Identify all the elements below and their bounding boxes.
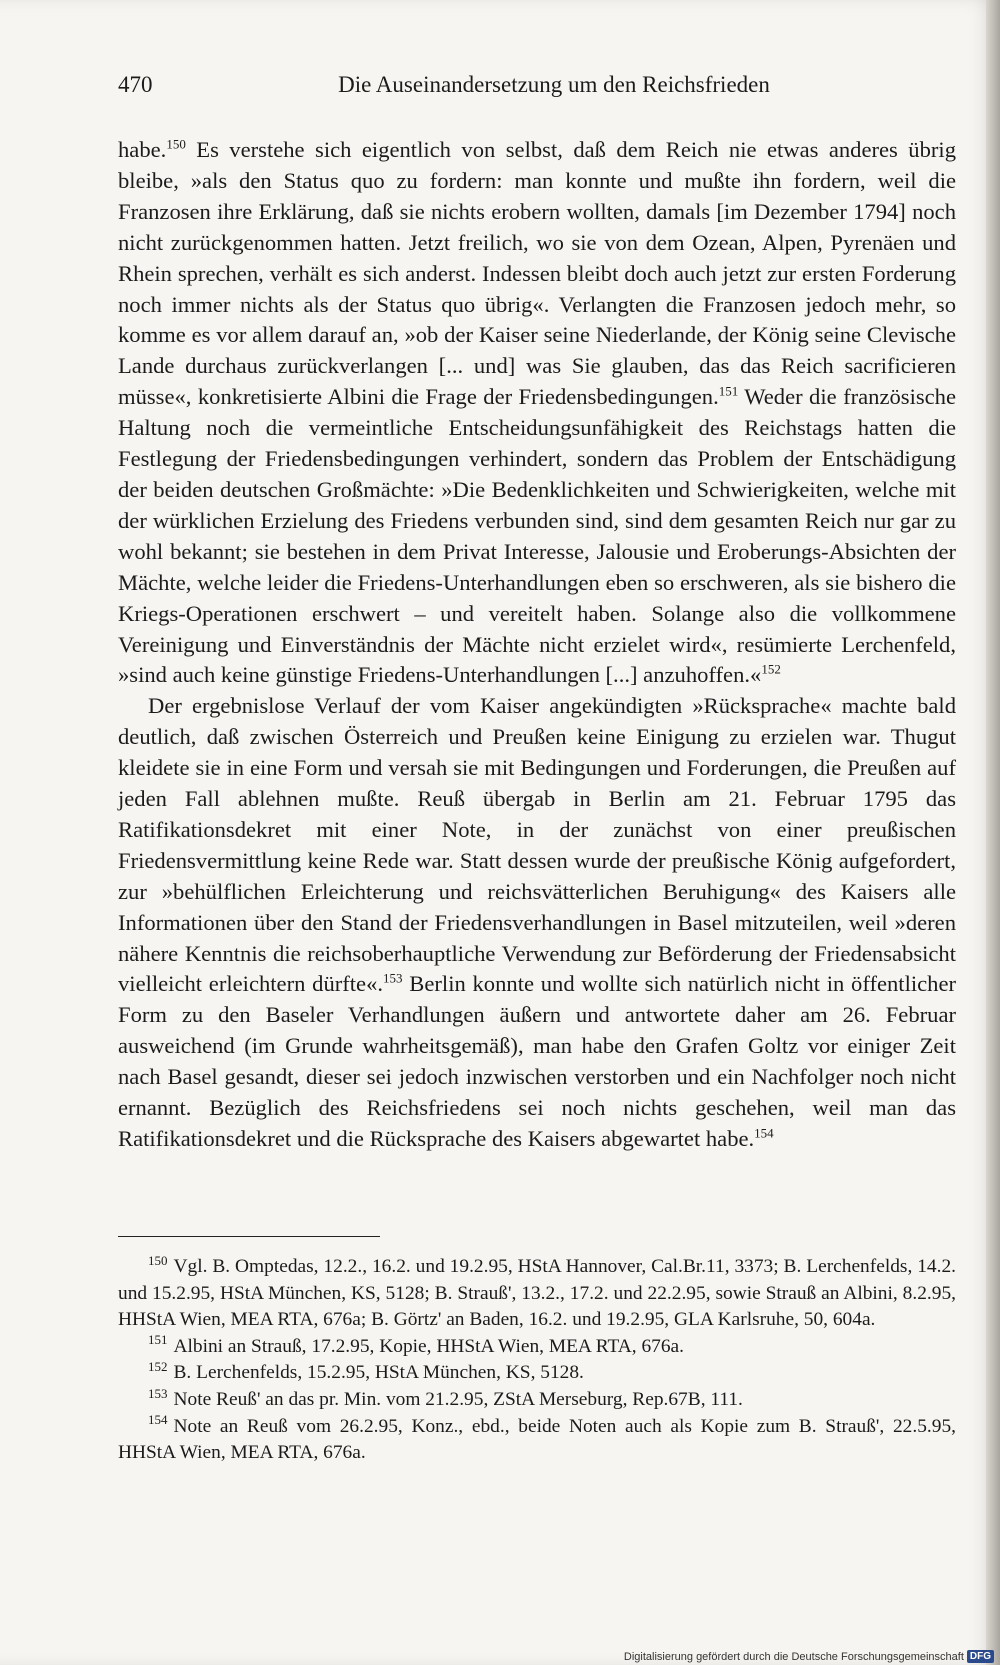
running-head: Die Auseinandersetzung um den Reichsfrieden (338, 72, 770, 97)
footnote-text: B. Lerchenfelds, 15.2.95, HStA München, KS, 5128. (173, 1362, 584, 1384)
footnote (118, 1387, 956, 1414)
footnote-number: 153 (148, 1385, 168, 1401)
footnote-ref-150: 150 (166, 136, 186, 152)
footnote-text: Albini an Strauß, 17.2.95, Kopie, HHStA Wien, MEA RTA, 676a. (173, 1335, 685, 1357)
text-run: Weder die französische Haltung noch die vermeintliche Entscheidungsunfähigkeit des Reichstags hatten die Festlegung der Friedensbedingungen verhindert, sondern das Problem der Entschädigung der beiden deutschen Großmächte: »Die Bedenklichkeiten und Schwierigkeiten, welche mit der würklichen Erzielung des Friedens verbunden sind, sind dem gesamten Reich nur gar zu wohl bekannt; sie bestehen in dem Privat Interesse, Jalousie und Eroberungs-Absichten der Mächte, welche leider die Friedens-Unterhandlungen eben so erschweren, als sie bishero die Kriegs-Operationen erschwert – und vereitelt haben. Solange also die vollkommene Vereinigung und Einverständnis der Mächte nicht erzielet wird«, resümierte Lerchenfeld, »sind auch keine günstige Friedens-Unterhandlungen [...] anzuhoffen.« (118, 384, 956, 688)
main-text (118, 135, 956, 1155)
page-edge-shadow (986, 0, 1000, 1665)
footnote-text: Note an Reuß vom 26.2.95, Konz., ebd., beide Noten auch als Kopie zum B. Strauß', 22.5.95, HHStA Wien, MEA RTA, 676a. (118, 1415, 956, 1464)
footnote-number: 151 (148, 1332, 168, 1348)
footnote-ref-152: 152 (761, 661, 781, 677)
footnote-text: Vgl. B. Omptedas, 12.2., 16.2. und 19.2.95, HStA Hannover, Cal.Br.11, 3373; B. Lerchenfelds, 14.2. und 15.2.95, HStA München, KS, 5128; B. Strauß', 13.2., 17.2. und 22.2.95, sowie Strauß an Albini, 8.2.95, HHStA Wien, MEA RTA, 676a; B. Görtz' an Baden, 16.2. und 19.2.95, GLA Karlsruhe, 50, 604a. (118, 1256, 956, 1331)
credit-text: Digitalisierung gefördert durch die Deutsche Forschungsgemeinschaft (623, 1650, 964, 1663)
footnote-number: 150 (148, 1252, 168, 1268)
footnote (118, 1360, 956, 1387)
text-run: Berlin konnte und wollte sich natürlich nicht in öffentlicher Form zu den Baseler Verhandlungen äußern und antwortete daher am 26. Februar ausweichend (im Grunde wahrheitsgemäß), man habe den Grafen Goltz vor einiger Zeit nach Basel gesandt, dieser sei jedoch inzwischen verstorben und ein Nachfolger noch nicht ernannt. Bezüglich des Reichsfriedens sei noch nichts geschehen, weil man das Ratifikationsdekret und die Rücksprache des Kaisers abgewartet habe. (118, 971, 957, 1151)
footnote-ref-151: 151 (718, 383, 739, 399)
paragraph-1 (118, 135, 956, 691)
footnotes (118, 1254, 956, 1467)
footnote-number: 152 (148, 1358, 168, 1374)
footnote-ref-154: 154 (754, 1125, 774, 1141)
text-run: Es verstehe sich eigentlich von selbst, daß dem Reich nie etwas anderes übrig bleibe, »als den Status quo zu fordern: man konnte und mußte ihn fordern, weil die Franzosen ihre Erklärung, daß sie nichts erobern wollten, damals [im Dezember 1794] noch nicht zurückgenommen hatten. Jetzt freilich, wo sie von dem Ozean, Alpen, Pyrenäen und Rhein sprechen, verhält es sich anderst. Indessen bleibt doch auch jetzt zur ersten Forderung noch immer nichts als der Status quo übrig«. Verlangten die Franzosen jedoch mehr, so komme es vor allem darauf an, »ob der Kaiser seine Niederlande, der König seine Clevische Lande durchaus zurückverlangen [... und] was Sie glauben, das das Reich sacrificieren müsse«, konkretisierte Albini die Frage der Friedensbedingungen. (118, 137, 956, 410)
footnote (118, 1414, 956, 1467)
footnote (118, 1254, 956, 1334)
footnote-number: 154 (148, 1412, 168, 1428)
text-run: Der ergebnislose Verlauf der vom Kaiser angekündigten »Rücksprache« machte bald deutlich, daß zwischen Österreich und Preußen keine Einigung zu erzielen war. Thugut kleidete sie in eine Form und versah sie mit Bedingungen und Forderungen, die Preußen auf jeden Fall ablehnen mußte. Reuß übergab in Berlin am 21. Februar 1795 das Ratifikationsdekret mit einer Note, in der zunächst von einer preußischen Friedensvermittlung keine Rede war. Statt dessen wurde der preußische König aufgefordert, zur »behülflichen Erleichterung und reichsvätterlichen Beruhigung« des Kaisers alle Informationen über den Stand der Friedensverhandlungen in Basel mitzuteilen, weil »deren nähere Kenntnis die reichsoberhauptliche Verwendung zur Beförderung der Friedensabsicht vielleicht erleichtern dürfte«. (118, 693, 956, 997)
footnote (118, 1334, 956, 1361)
page-number: 470 (118, 72, 153, 97)
text-run: habe. (118, 137, 167, 162)
digitization-credit (624, 1650, 994, 1663)
paragraph-2 (118, 691, 956, 1155)
page-header (118, 72, 956, 106)
footnote-separator (118, 1236, 380, 1237)
dfg-logo: DFG (967, 1650, 994, 1663)
footnote-ref-153: 153 (383, 970, 403, 986)
footnote-text: Note Reuß' an das pr. Min. vom 21.2.95, ZStA Merseburg, Rep.67B, 111. (173, 1388, 743, 1410)
